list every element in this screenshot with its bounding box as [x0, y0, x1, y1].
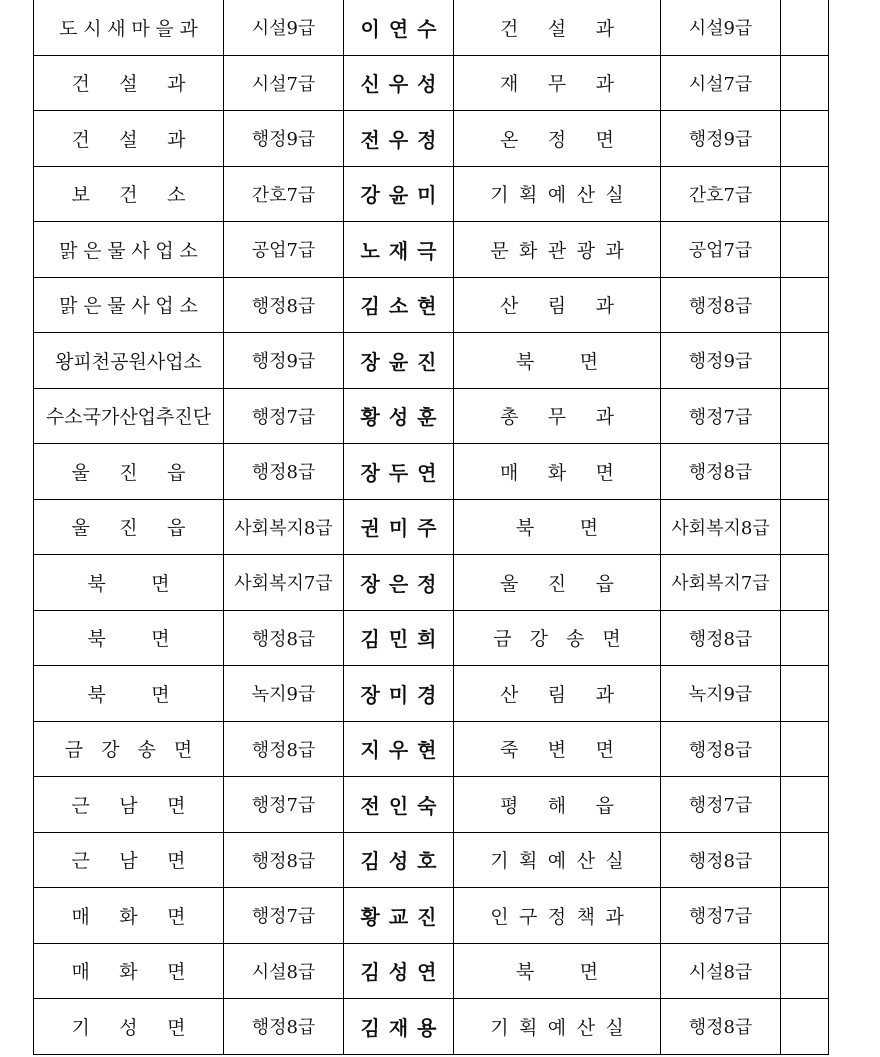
previous-department-cell: 왕피천공원사업소 [34, 333, 224, 389]
table-row [34, 943, 829, 999]
remarks-cell [781, 333, 829, 389]
remarks-cell [781, 444, 829, 500]
employee-name-cell: 장은정 [344, 555, 454, 611]
new-grade-cell: 행정7급 [661, 777, 781, 833]
new-grade-cell: 행정8급 [661, 999, 781, 1055]
remarks-cell [781, 277, 829, 333]
new-department-cell: 금강송면 [454, 610, 661, 666]
new-department-cell: 산림과 [454, 277, 661, 333]
table-row [34, 721, 829, 777]
previous-department-cell: 건설과 [34, 111, 224, 167]
new-grade-cell: 사회복지8급 [661, 499, 781, 555]
previous-grade-cell: 행정8급 [224, 444, 344, 500]
table-row [34, 777, 829, 833]
remarks-cell [781, 222, 829, 278]
new-grade-cell: 행정9급 [661, 333, 781, 389]
table-row [34, 333, 829, 389]
table-row [34, 166, 829, 222]
previous-grade-cell: 행정8급 [224, 721, 344, 777]
previous-department-cell: 건설과 [34, 55, 224, 111]
previous-department-cell: 매화면 [34, 943, 224, 999]
new-department-cell: 문화관광과 [454, 222, 661, 278]
previous-department-cell: 북면 [34, 555, 224, 611]
new-grade-cell: 행정7급 [661, 888, 781, 944]
previous-grade-cell: 시설7급 [224, 55, 344, 111]
table-row [34, 999, 829, 1055]
new-department-cell: 북면 [454, 333, 661, 389]
table-row [34, 277, 829, 333]
employee-name-cell: 전인숙 [344, 777, 454, 833]
new-department-cell: 북면 [454, 499, 661, 555]
remarks-cell [781, 555, 829, 611]
new-department-cell: 온정면 [454, 111, 661, 167]
employee-name-cell: 김재용 [344, 999, 454, 1055]
new-department-cell: 죽변면 [454, 721, 661, 777]
previous-grade-cell: 공업7급 [224, 222, 344, 278]
employee-name-cell: 강윤미 [344, 166, 454, 222]
previous-grade-cell: 행정7급 [224, 388, 344, 444]
remarks-cell [781, 55, 829, 111]
previous-grade-cell: 행정9급 [224, 333, 344, 389]
new-department-cell: 기획예산실 [454, 999, 661, 1055]
employee-name-cell: 김성호 [344, 832, 454, 888]
previous-grade-cell: 행정8급 [224, 610, 344, 666]
previous-department-cell: 북면 [34, 610, 224, 666]
new-grade-cell: 행정8급 [661, 444, 781, 500]
new-grade-cell: 시설7급 [661, 55, 781, 111]
table-body [34, 0, 829, 1054]
previous-department-cell: 보건소 [34, 166, 224, 222]
previous-grade-cell: 간호7급 [224, 166, 344, 222]
new-department-cell: 울진읍 [454, 555, 661, 611]
new-department-cell: 건설과 [454, 0, 661, 55]
new-grade-cell: 공업7급 [661, 222, 781, 278]
table-row [34, 610, 829, 666]
previous-grade-cell: 시설9급 [224, 0, 344, 55]
employee-name-cell: 장두연 [344, 444, 454, 500]
new-grade-cell: 녹지9급 [661, 666, 781, 722]
remarks-cell [781, 666, 829, 722]
table-row [34, 55, 829, 111]
previous-grade-cell: 시설8급 [224, 943, 344, 999]
remarks-cell [781, 943, 829, 999]
table-row [34, 832, 829, 888]
remarks-cell [781, 832, 829, 888]
new-grade-cell: 행정8급 [661, 610, 781, 666]
remarks-cell [781, 999, 829, 1055]
previous-grade-cell: 행정9급 [224, 111, 344, 167]
table-row [34, 499, 829, 555]
previous-department-cell: 울진읍 [34, 444, 224, 500]
new-department-cell: 기획예산실 [454, 166, 661, 222]
new-grade-cell: 행정9급 [661, 111, 781, 167]
new-department-cell: 인구정책과 [454, 888, 661, 944]
new-grade-cell: 사회복지7급 [661, 555, 781, 611]
employee-name-cell: 장미경 [344, 666, 454, 722]
previous-grade-cell: 행정8급 [224, 999, 344, 1055]
previous-department-cell: 기성면 [34, 999, 224, 1055]
new-department-cell: 북면 [454, 943, 661, 999]
personnel-transfer-table-container [33, 0, 819, 1055]
remarks-cell [781, 721, 829, 777]
new-department-cell: 산림과 [454, 666, 661, 722]
new-grade-cell: 간호7급 [661, 166, 781, 222]
table-row [34, 888, 829, 944]
remarks-cell [781, 888, 829, 944]
new-grade-cell: 시설9급 [661, 0, 781, 55]
previous-department-cell: 금강송면 [34, 721, 224, 777]
remarks-cell [781, 610, 829, 666]
previous-department-cell: 근남면 [34, 832, 224, 888]
table-row [34, 555, 829, 611]
previous-grade-cell: 행정7급 [224, 888, 344, 944]
new-department-cell: 재무과 [454, 55, 661, 111]
remarks-cell [781, 0, 829, 55]
new-grade-cell: 행정7급 [661, 388, 781, 444]
new-department-cell: 평해읍 [454, 777, 661, 833]
employee-name-cell: 노재극 [344, 222, 454, 278]
previous-department-cell: 수소국가산업추진단 [34, 388, 224, 444]
employee-name-cell: 황성훈 [344, 388, 454, 444]
previous-grade-cell: 행정8급 [224, 832, 344, 888]
new-department-cell: 기획예산실 [454, 832, 661, 888]
previous-department-cell: 도시새마을과 [34, 0, 224, 55]
remarks-cell [781, 777, 829, 833]
new-grade-cell: 시설8급 [661, 943, 781, 999]
remarks-cell [781, 388, 829, 444]
previous-department-cell: 맑은물사업소 [34, 222, 224, 278]
new-department-cell: 매화면 [454, 444, 661, 500]
personnel-transfer-table [33, 0, 829, 1055]
employee-name-cell: 김소현 [344, 277, 454, 333]
employee-name-cell: 김성연 [344, 943, 454, 999]
new-grade-cell: 행정8급 [661, 721, 781, 777]
employee-name-cell: 황교진 [344, 888, 454, 944]
previous-grade-cell: 녹지9급 [224, 666, 344, 722]
previous-grade-cell: 행정8급 [224, 277, 344, 333]
previous-department-cell: 울진읍 [34, 499, 224, 555]
table-row [34, 388, 829, 444]
previous-department-cell: 매화면 [34, 888, 224, 944]
employee-name-cell: 이연수 [344, 0, 454, 55]
table-row [34, 666, 829, 722]
new-department-cell: 총무과 [454, 388, 661, 444]
table-row [34, 0, 829, 55]
employee-name-cell: 권미주 [344, 499, 454, 555]
previous-grade-cell: 사회복지7급 [224, 555, 344, 611]
previous-department-cell: 맑은물사업소 [34, 277, 224, 333]
employee-name-cell: 장윤진 [344, 333, 454, 389]
previous-department-cell: 북면 [34, 666, 224, 722]
employee-name-cell: 지우현 [344, 721, 454, 777]
employee-name-cell: 신우성 [344, 55, 454, 111]
employee-name-cell: 전우정 [344, 111, 454, 167]
new-grade-cell: 행정8급 [661, 832, 781, 888]
table-row [34, 444, 829, 500]
remarks-cell [781, 499, 829, 555]
employee-name-cell: 김민희 [344, 610, 454, 666]
remarks-cell [781, 166, 829, 222]
previous-department-cell: 근남면 [34, 777, 224, 833]
previous-grade-cell: 사회복지8급 [224, 499, 344, 555]
new-grade-cell: 행정8급 [661, 277, 781, 333]
previous-grade-cell: 행정7급 [224, 777, 344, 833]
remarks-cell [781, 111, 829, 167]
table-row [34, 111, 829, 167]
table-row [34, 222, 829, 278]
